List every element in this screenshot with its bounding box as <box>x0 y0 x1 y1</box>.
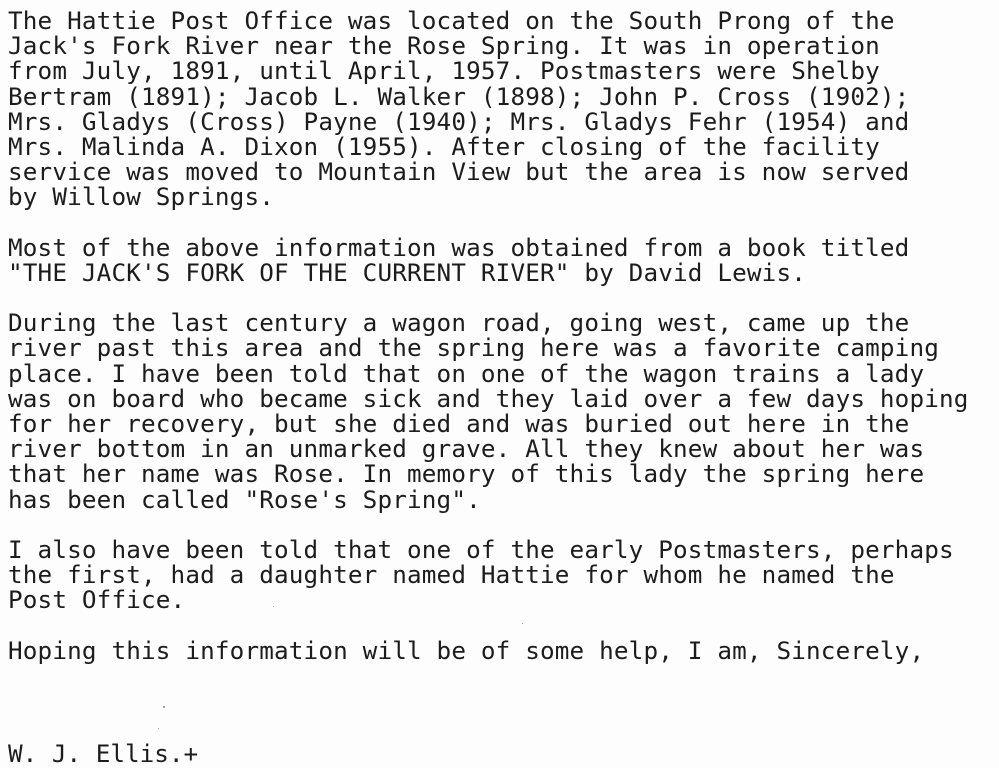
text-line: has been called "Rose's Spring". <box>8 484 481 514</box>
text-line: for her recovery, but she died and was buried out here in the <box>8 409 910 438</box>
scan-speck <box>273 606 274 607</box>
paragraph-hattie-origin <box>8 534 993 615</box>
text-line: by Willow Springs. <box>8 182 275 212</box>
text-line: place. I have been told that on one of the wagon trains a lady <box>8 358 925 388</box>
text-line: Bertram (1891); Jacob L. Walker (1898); John P. Cross (1902); <box>8 81 910 111</box>
text-line: "THE JACK'S FORK OF THE CURRENT RIVER" by David Lewis. <box>8 257 807 287</box>
paragraph-spacer <box>8 210 993 235</box>
text-line: river bottom in an unmarked grave. All they knew about her was <box>8 434 925 464</box>
paragraph-spacer <box>8 512 993 537</box>
paragraph-rose-spring-story <box>8 310 993 512</box>
scan-speck <box>158 728 159 729</box>
text-line: that her name was Rose. In memory of this lady the spring here <box>8 459 925 489</box>
text-line: was on board who became sick and they laid over a few days hoping <box>8 383 969 413</box>
text-line: Post Office. <box>8 585 186 615</box>
text-line: During the last century a wagon road, going west, came up the <box>8 308 910 338</box>
signature: W. J. Ellis.+ <box>8 739 199 768</box>
text-line: the first, had a daughter named Hattie for whom he named the <box>8 560 895 590</box>
paragraph-source <box>8 232 993 287</box>
paragraph-spacer <box>8 285 993 310</box>
paragraph-post-office-history <box>8 8 993 210</box>
text-line: river past this area and the spring here was a favorite camping <box>8 333 940 363</box>
text-line: Jack's Fork River near the Rose Spring. It was in operation <box>8 31 880 61</box>
letter-body <box>8 8 993 663</box>
text-line: from July, 1891, until April, 1957. Postmasters were Shelby <box>8 56 880 86</box>
scan-speck <box>522 623 523 624</box>
text-line: Mrs. Gladys (Cross) Payne (1940); Mrs. Gladys Fehr (1954) and <box>8 106 910 136</box>
text-line: The Hattie Post Office was located on the South Prong of the <box>8 6 895 35</box>
paragraph-spacer <box>8 613 993 638</box>
text-line: Mrs. Malinda A. Dixon (1955). After closing of the facility <box>8 131 880 161</box>
text-line: Hoping this information will be of some help, I am, Sincerely, <box>8 635 925 665</box>
scan-speck <box>163 706 165 708</box>
text-line: service was moved to Mountain View but the area is now served <box>8 157 910 187</box>
text-line: I also have been told that one of the early Postmasters, perhaps <box>8 534 954 564</box>
text-line: Most of the above information was obtained from a book titled <box>8 232 910 262</box>
paragraph-closing <box>8 635 993 665</box>
